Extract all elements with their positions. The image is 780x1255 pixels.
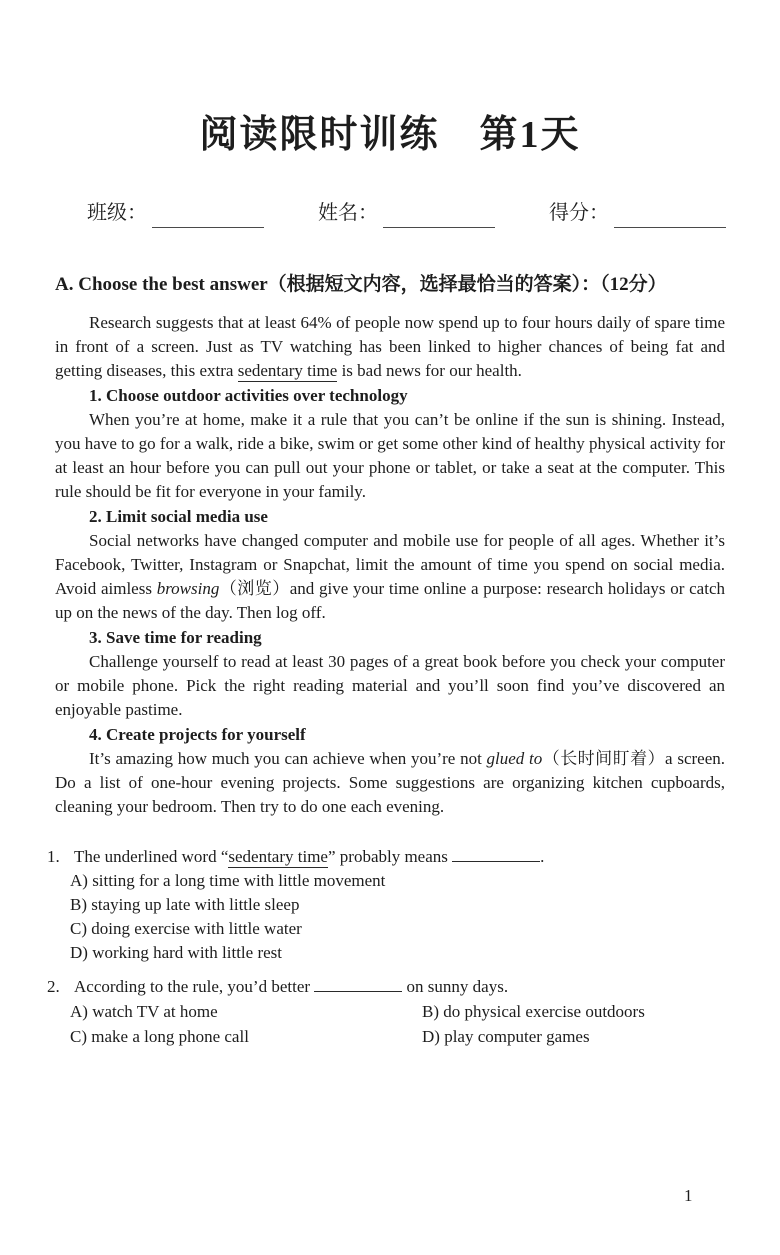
name-field-blank xyxy=(383,203,495,228)
question-1-option-a: A) sitting for a long time with little movement xyxy=(70,871,386,890)
underlined-term: sedentary time xyxy=(237,361,338,380)
passage-intro-text-end: is bad news for our health. xyxy=(337,361,522,380)
section-a-heading: A. Choose the best answer（根据短文内容，选择最恰当的答案）：（12分） xyxy=(55,274,667,295)
question-1-text-end: . xyxy=(540,847,545,866)
tip-1-text: When you’re at home, make it a rule that you can’t be online if the sun is shining. Instead, you have to go for a walk, ride a bike, swim or get some other kind of healthy physical activity for at least an hour before you can pull out your phone or tablet, or take a seat at the computer. This rule should be fit for everyone in your family. xyxy=(55,410,725,501)
worksheet-page xyxy=(0,114,780,1049)
page-number: 1 xyxy=(684,1186,693,1205)
tip-4-heading: 4. Create projects for yourself xyxy=(89,725,306,744)
question-2-answer-blank xyxy=(314,976,402,992)
tip-2-italic-term: browsing xyxy=(156,579,220,598)
question-2 xyxy=(47,974,725,999)
tip-4-body xyxy=(55,747,725,819)
question-2-options xyxy=(47,999,725,1049)
question-1-option-b: B) staying up late with little sleep xyxy=(70,895,300,914)
question-1-option-c: C) doing exercise with little water xyxy=(70,919,302,938)
class-field xyxy=(87,198,264,228)
question-1-options xyxy=(47,869,725,965)
question-1-number: 1. xyxy=(47,847,60,866)
question-2-option-d: D) play computer games xyxy=(422,1027,590,1046)
passage-intro xyxy=(55,311,725,383)
question-1-text-mid: ” probably means xyxy=(327,847,453,866)
question-2-option-b: B) do physical exercise outdoors xyxy=(422,1002,645,1021)
class-field-label: 班级： xyxy=(87,202,147,224)
name-field-label: 姓名： xyxy=(318,202,378,224)
question-2-text-end: on sunny days. xyxy=(402,977,509,996)
passage-intro-text: Research suggests that at least 64% of people now spend up to four hours daily of spare time in front of a screen. Just as TV watching has been linked to higher chances of being fat and getting diseases, this extra xyxy=(55,313,725,380)
questions-section xyxy=(47,844,725,1049)
tip-1-body xyxy=(55,408,725,504)
tip-4-italic-term: glued to xyxy=(486,749,543,768)
question-2-text: According to the rule, you’d better xyxy=(74,977,315,996)
score-field xyxy=(549,198,726,228)
question-1-text: The underlined word “ xyxy=(74,847,229,866)
question-1-answer-blank xyxy=(452,846,540,862)
student-info-row xyxy=(55,198,725,228)
score-field-label: 得分： xyxy=(549,202,609,224)
score-field-blank xyxy=(614,203,726,228)
tip-1-heading: 1. Choose outdoor activities over technology xyxy=(89,386,408,405)
tip-4-text: It’s amazing how much you can achieve when you’re not xyxy=(89,749,487,768)
name-field xyxy=(318,198,495,228)
tip-2-body xyxy=(55,529,725,625)
question-1-underlined-term: sedentary time xyxy=(228,847,328,866)
question-2-option-a: A) watch TV at home xyxy=(70,1002,218,1021)
tip-2-text: Social networks have changed computer and mobile use for people of all ages. Whether it’s Facebook, Twitter, Instagram or Snapchat, limit the amount of time you spend on social media. Avoid aimless xyxy=(55,531,725,598)
tip-2-text-end: （浏览）and give your time online a purpose: research holidays or catch up on the news of the day. Then log off. xyxy=(55,579,725,622)
question-2-number: 2. xyxy=(47,977,60,996)
class-field-blank xyxy=(152,203,264,228)
tip-3-heading: 3. Save time for reading xyxy=(89,628,262,647)
question-1 xyxy=(47,844,725,869)
tip-2-heading: 2. Limit social media use xyxy=(89,507,268,526)
tip-3-text: Challenge yourself to read at least 30 pages of a great book before you check your computer or mobile phone. Pick the right reading material and you’ll soon find you’ve discovered an enjoyable pastime. xyxy=(55,652,725,719)
tip-4-text-end: （长时间盯着）a screen. Do a list of one-hour evening projects. Some suggestions are organizing kitchen cupboards, cleaning your bedroom. Then try to do one each evening. xyxy=(55,749,725,816)
question-1-option-d: D) working hard with little rest xyxy=(70,943,282,962)
question-2-option-c: C) make a long phone call xyxy=(70,1027,249,1046)
tip-3-body xyxy=(55,650,725,722)
page-title: 阅读限时训练 第1天 xyxy=(199,114,581,156)
